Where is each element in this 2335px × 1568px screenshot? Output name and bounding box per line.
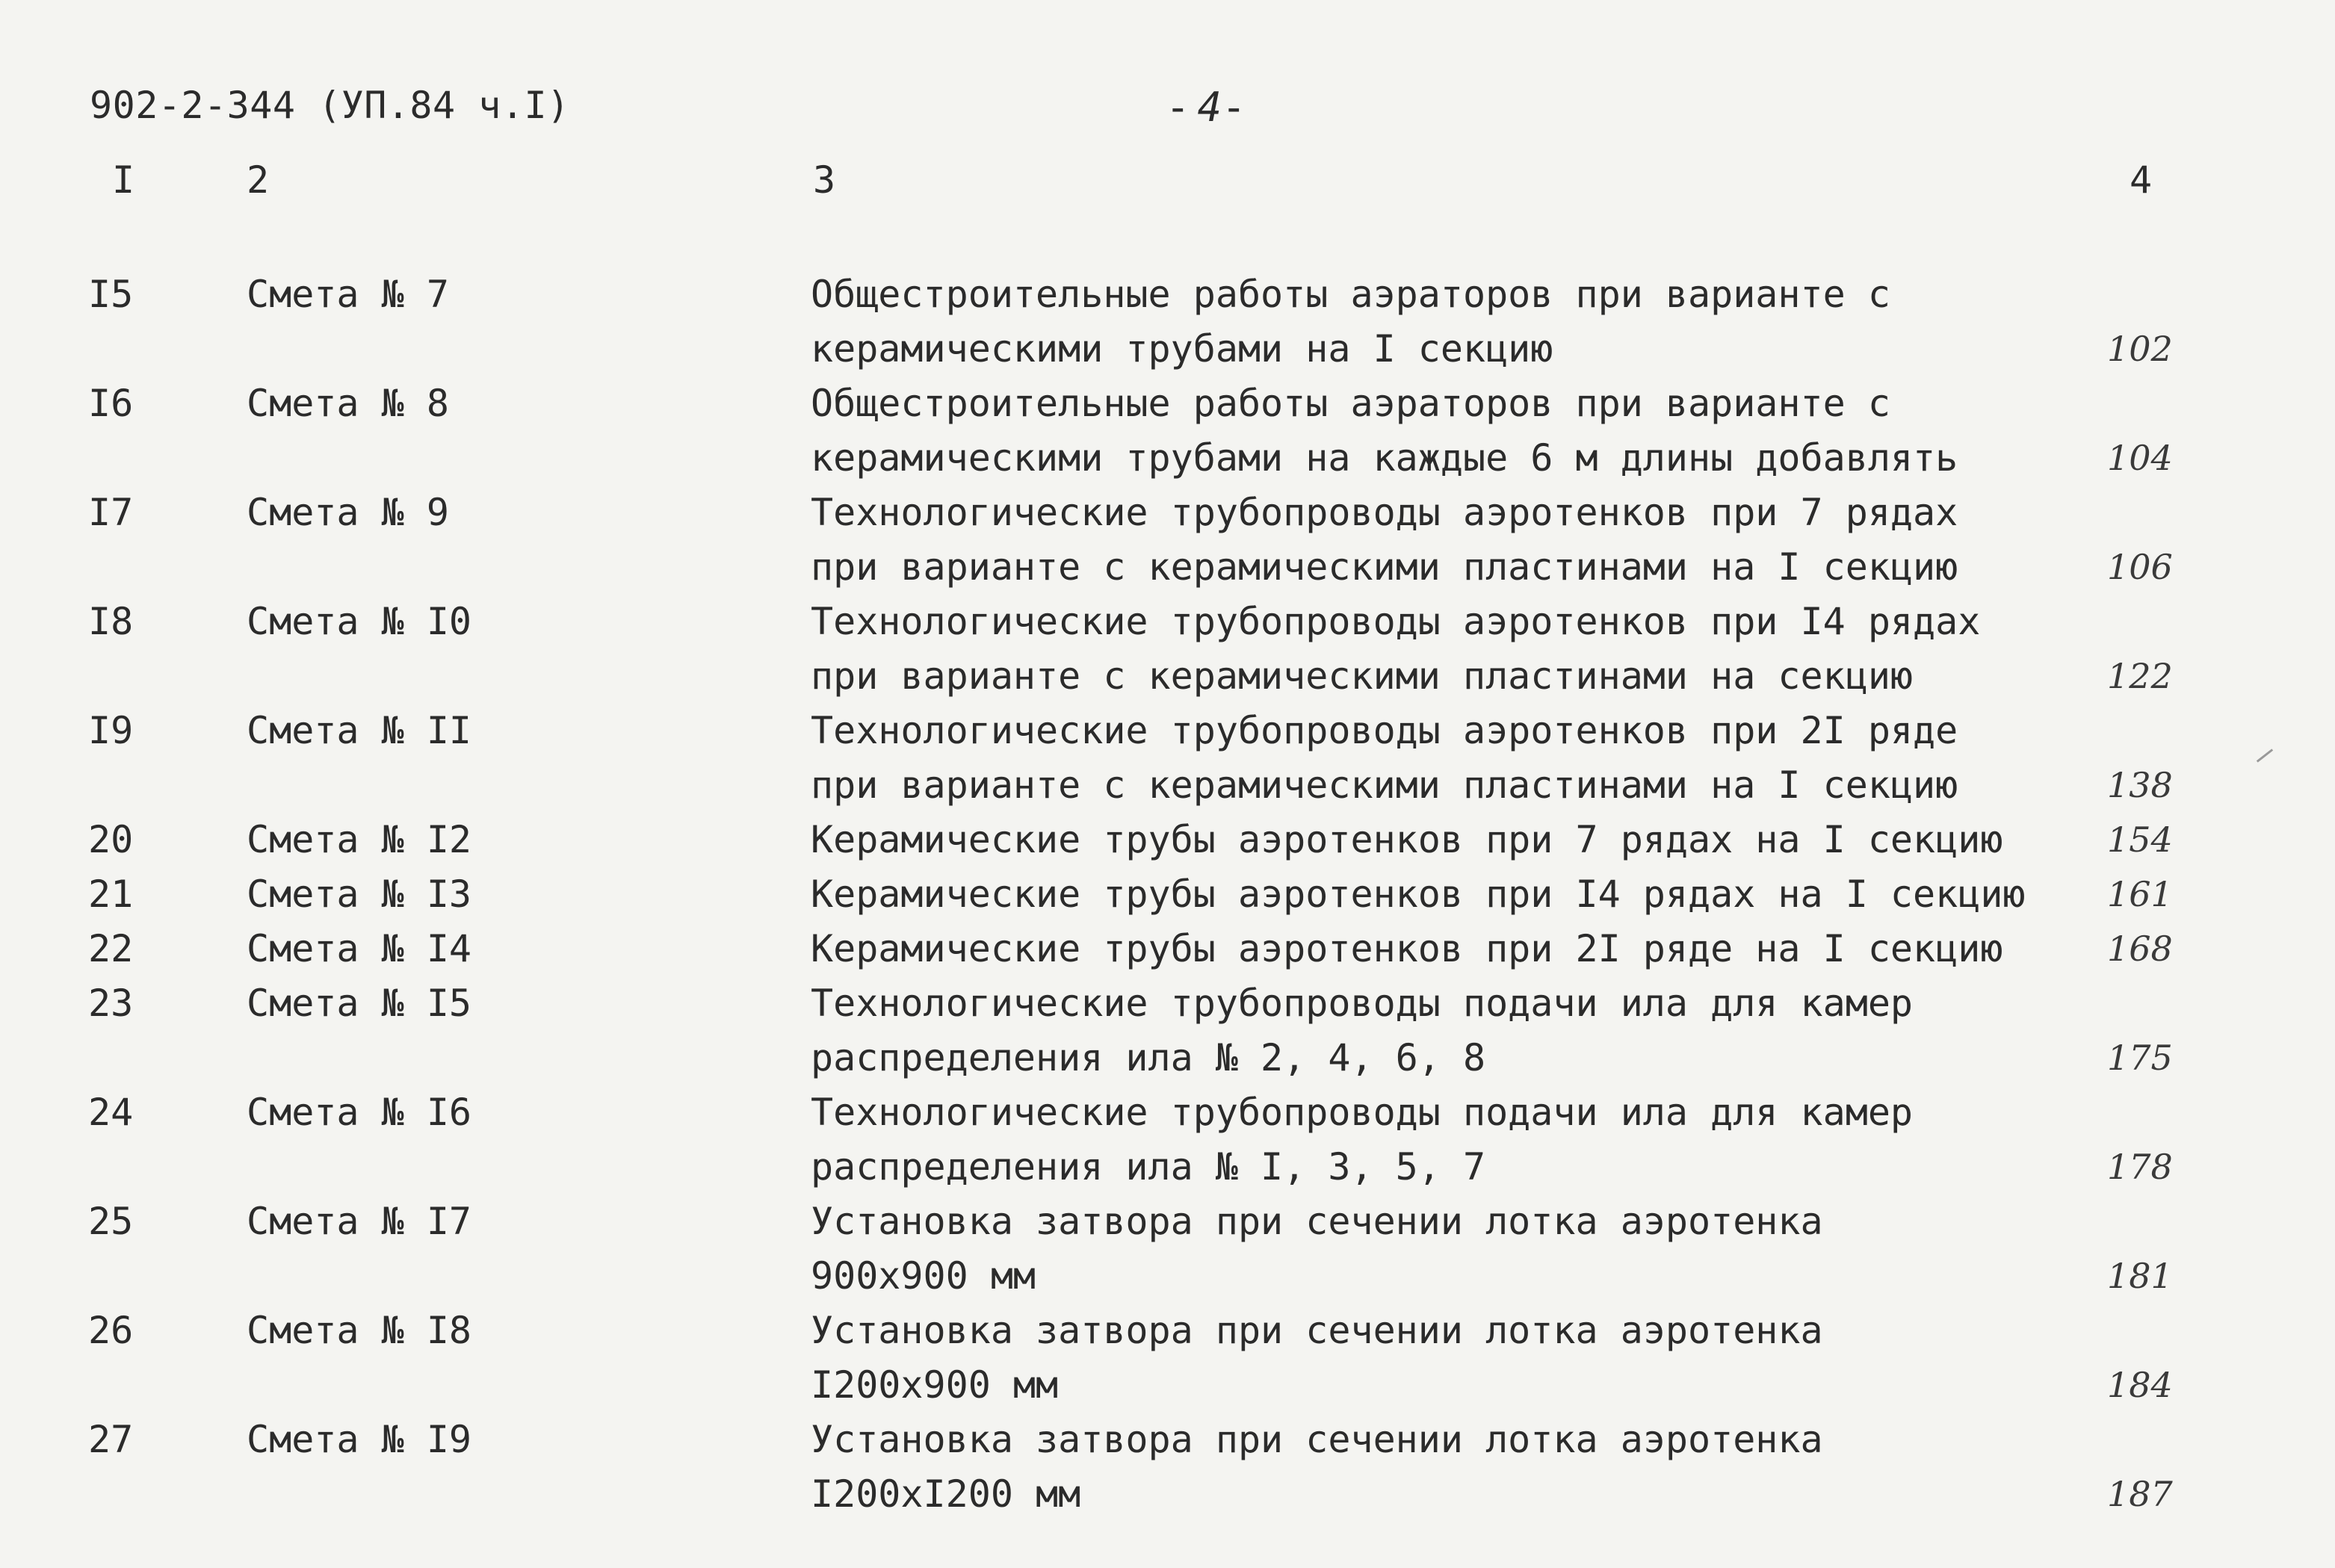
page-reference: 181 [2107,1256,2173,1296]
table-row [0,595,2335,704]
estimate-reference: Смета № I5 [247,982,472,1025]
estimate-reference: Смета № 7 [247,273,449,316]
estimate-reference: Смета № I2 [247,818,472,861]
row-number: I7 [88,491,134,534]
row-number: I9 [88,709,134,752]
estimate-reference: Смета № I8 [247,1309,472,1352]
table-row [0,1194,2335,1304]
work-description: Установка затвора при сечении лотка аэротенка I200xI200 мм [811,1418,1823,1516]
row-number: I6 [88,382,134,425]
work-description: Керамические трубы аэротенков при I4 рядах на I секцию [811,873,2026,916]
page-reference: 138 [2107,765,2173,805]
estimate-reference: Смета № 8 [247,382,449,425]
work-description: Установка затвора при сечении лотка аэротенка 900x900 мм [811,1200,1823,1298]
table-row [0,976,2335,1085]
estimate-reference: Смета № I0 [247,600,472,643]
estimate-reference: Смета № I3 [247,873,472,916]
row-number: 21 [88,873,134,916]
column-header-2: 2 [247,158,270,202]
row-number: 27 [88,1418,134,1461]
row-number: 20 [88,818,134,861]
table-row [0,1304,2335,1413]
work-description: Общестроительные работы аэраторов при варианте с керамическими трубами на каждые 6 м длины добавлять [811,382,1958,480]
row-number: 23 [88,982,134,1025]
column-header-4: 4 [2130,158,2153,202]
row-number: 22 [88,927,134,970]
row-number: I8 [88,600,134,643]
page-reference: 168 [2107,929,2173,969]
page-reference: 187 [2107,1474,2173,1514]
work-description: Технологические трубопроводы аэротенков при I4 рядах при варианте с керамическими пластинами на секцию [811,600,1981,698]
work-description: Установка затвора при сечении лотка аэротенка I200x900 мм [811,1309,1823,1407]
table-row [0,813,2335,867]
row-number: 26 [88,1309,134,1352]
work-description: Общестроительные работы аэраторов при варианте с керамическими трубами на I секцию [811,273,1890,371]
estimate-reference: Смета № I7 [247,1200,472,1243]
page-number-dash-right: - [1222,84,1254,131]
table-row [0,704,2335,813]
work-description: Керамические трубы аэротенков при 7 рядах на I секцию [811,818,2003,861]
page-reference: 102 [2107,329,2173,369]
table-row [0,486,2335,595]
page-number-dash-left: - [1166,84,1198,131]
row-number: 24 [88,1091,134,1134]
page-number-value: 4 [1197,84,1222,131]
estimate-reference: Смета № II [247,709,472,752]
page-reference: 104 [2107,438,2173,478]
work-description: Технологические трубопроводы подачи ила для камер распределения ила № I, 3, 5, 7 [811,1091,1914,1189]
estimate-reference: Смета № I9 [247,1418,472,1461]
estimate-reference: Смета № 9 [247,491,449,534]
column-header-1: I [112,158,135,202]
row-number: I5 [88,273,134,316]
column-header-3: 3 [813,158,836,202]
page-reference: 175 [2107,1038,2173,1078]
page-reference: 106 [2107,547,2173,587]
page-reference: 178 [2107,1147,2173,1187]
table-row [0,1085,2335,1194]
work-description: Технологические трубопроводы подачи ила для камер распределения ила № 2, 4, 6, 8 [811,982,1914,1079]
table-row [0,267,2335,376]
work-description: Технологические трубопроводы аэротенков при 7 рядах при варианте с керамическими пластинами на I секцию [811,491,1958,589]
estimate-reference: Смета № I4 [247,927,472,970]
page-number [1166,84,1254,131]
work-description: Керамические трубы аэротенков при 2I ряде на I секцию [811,927,2003,970]
page-reference: 122 [2107,656,2173,696]
page-reference: 184 [2107,1365,2173,1405]
table-row [0,867,2335,922]
estimate-list [0,267,2335,1522]
row-number: 25 [88,1200,134,1243]
table-row [0,1413,2335,1522]
estimate-reference: Смета № I6 [247,1091,472,1134]
table-row [0,922,2335,976]
table-row [0,376,2335,486]
page-reference: 154 [2107,819,2173,860]
work-description: Технологические трубопроводы аэротенков при 2I ряде при варианте с керамическими пластинами на I секцию [811,709,1958,807]
document-code: 902-2-344 (УП.84 ч.I) [90,84,570,127]
page-reference: 161 [2107,874,2173,914]
